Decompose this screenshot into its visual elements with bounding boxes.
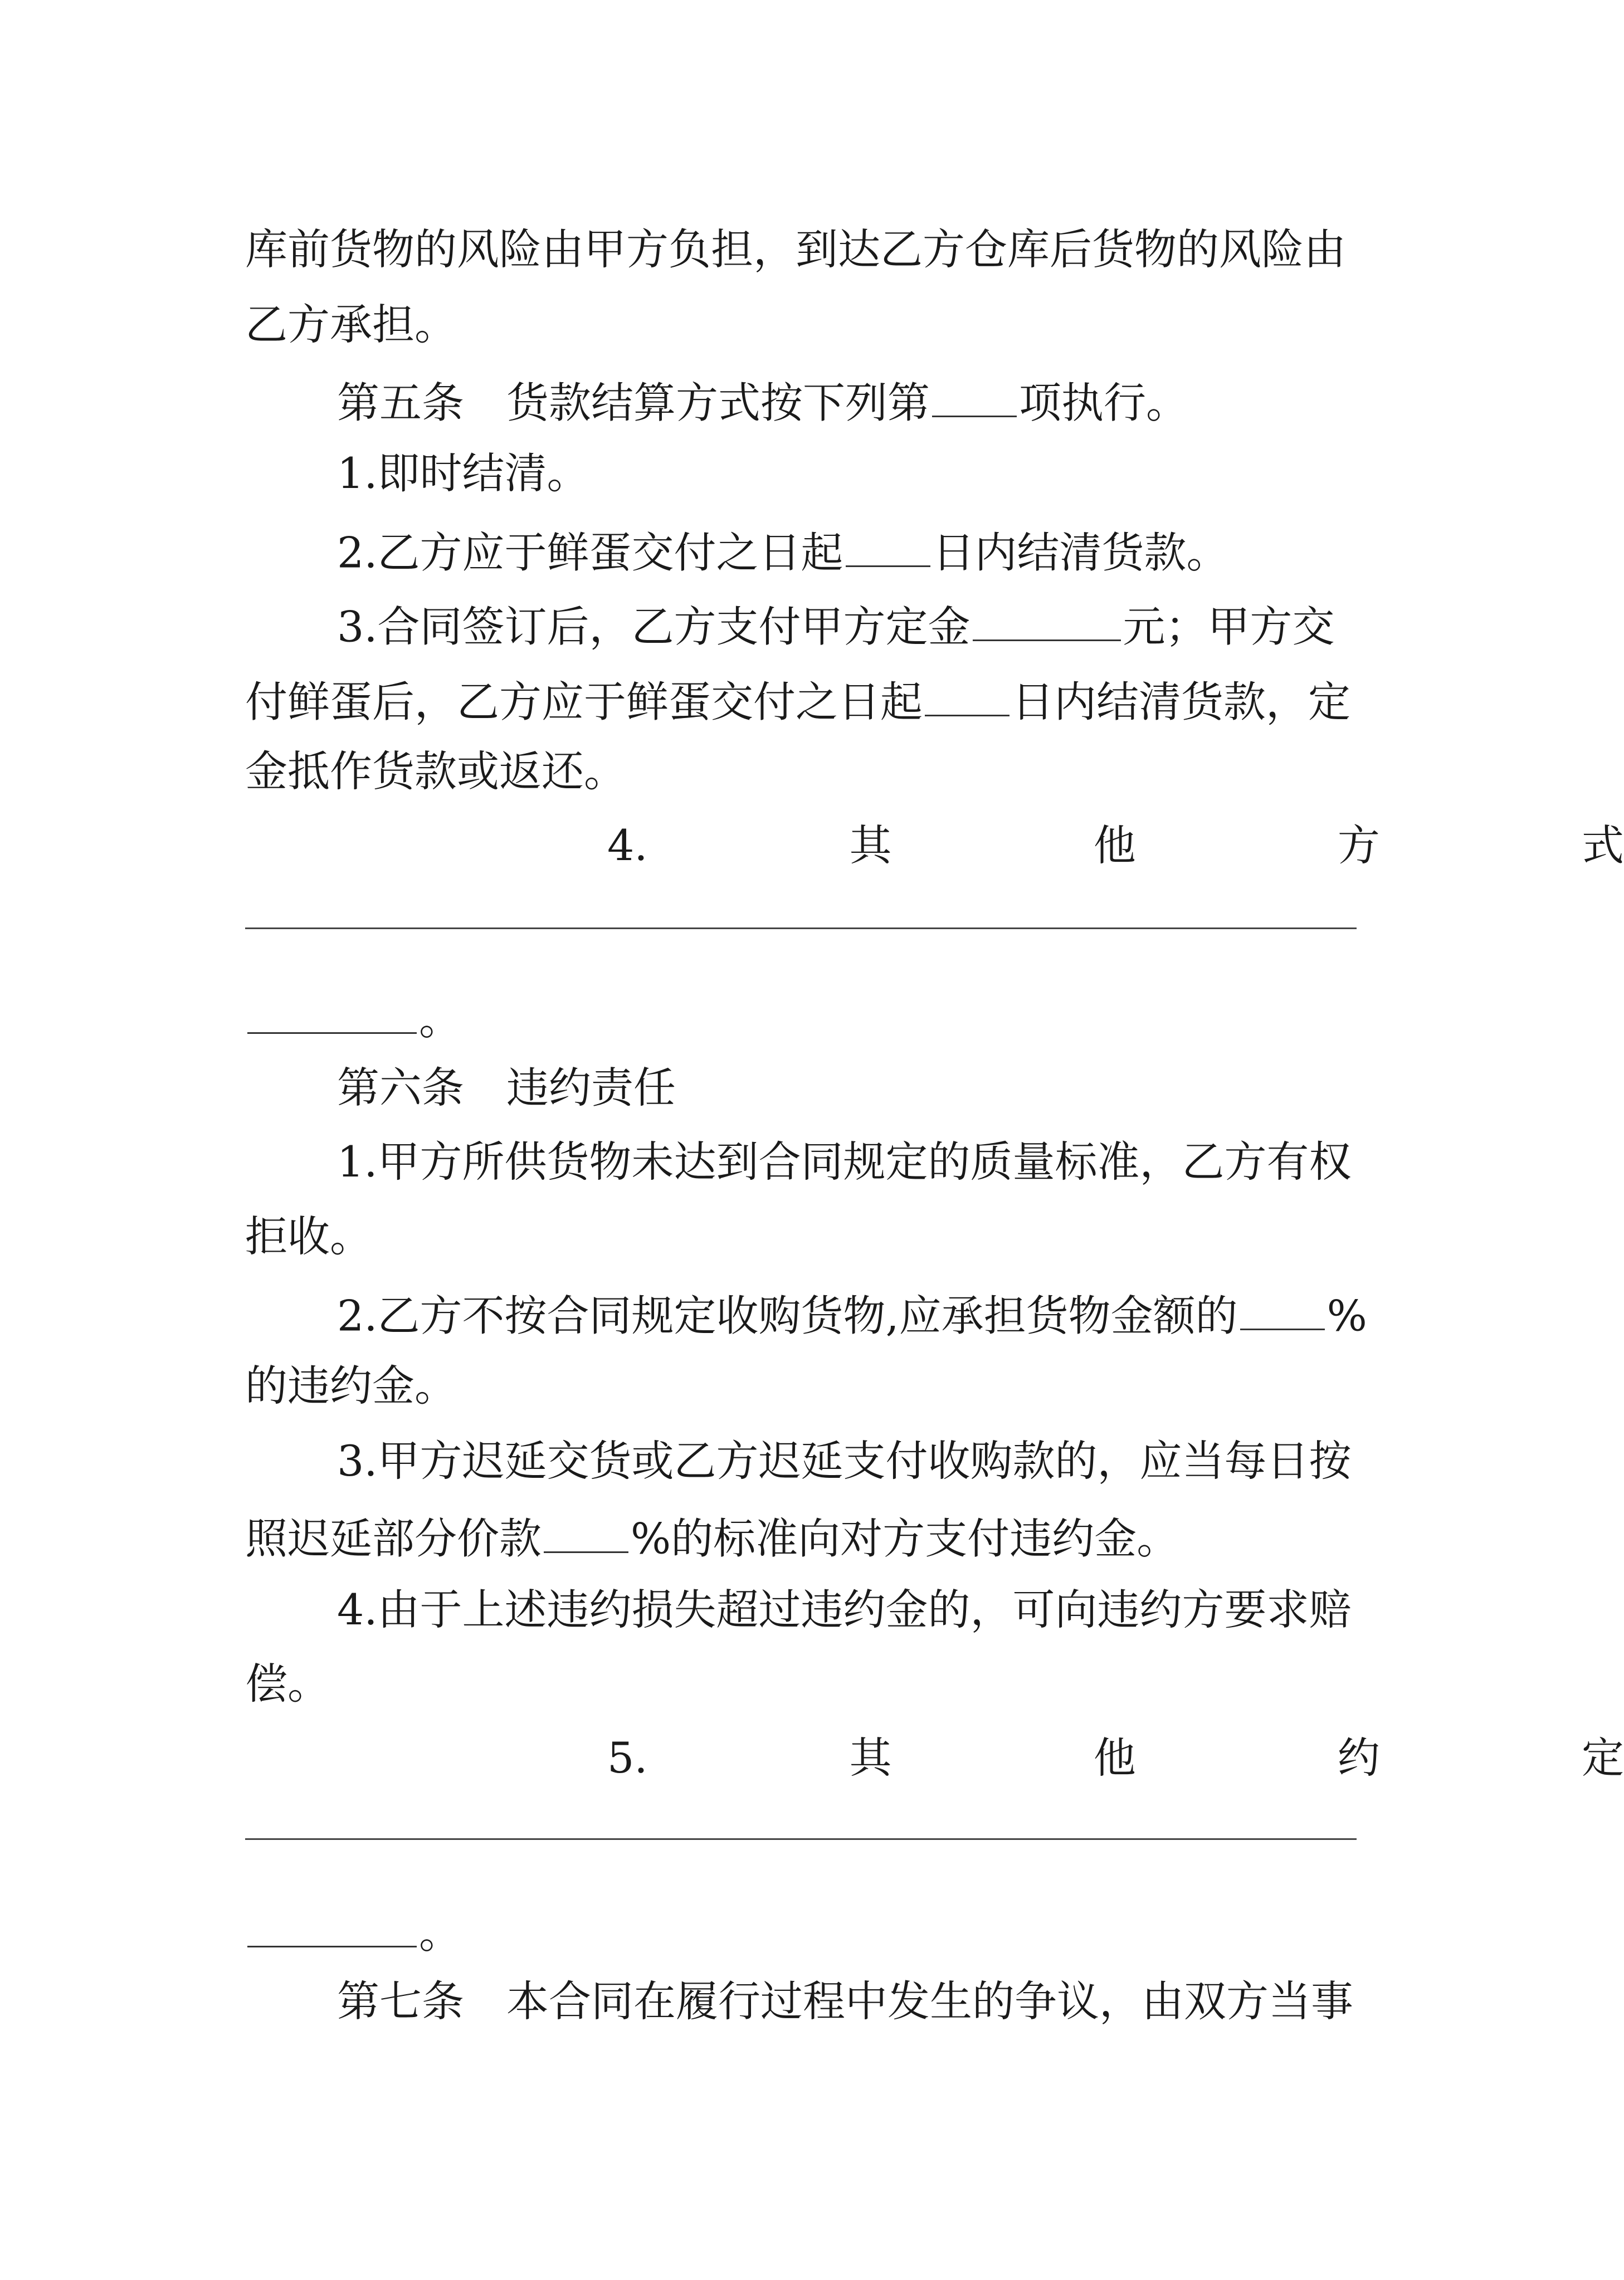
line-text: 付鲜蛋后，乙方应于鲜蛋交付之日起 — [245, 677, 923, 727]
justified-line — [607, 821, 1624, 870]
paragraph-line — [337, 1137, 1352, 1187]
paragraph-line — [245, 994, 461, 1044]
paragraph-line — [337, 1976, 1353, 2026]
justified-token: 他 — [1093, 1733, 1136, 1783]
fill-in-blank[interactable] — [846, 528, 930, 567]
line-text: 照迟延部分价款 — [245, 1514, 542, 1564]
justified-token: 式 — [1581, 821, 1624, 870]
line-text: 2.乙方不按合同规定收购货物,应承担货物金额的 — [337, 1291, 1238, 1341]
paragraph-line — [245, 1361, 457, 1410]
line-text: % — [1326, 1291, 1367, 1341]
justified-token: 4. — [607, 821, 648, 870]
fill-in-blank[interactable] — [544, 1514, 628, 1553]
line-text: 1.即时结清。 — [337, 448, 589, 498]
paragraph-line — [245, 1514, 1179, 1564]
line-text: 拒收。 — [245, 1212, 372, 1261]
justified-token: 5. — [607, 1733, 648, 1783]
line-text: 第五条 货款结算方式按下列第 — [337, 378, 930, 428]
line-text: 。 — [419, 994, 461, 1044]
line-text: 1.甲方所供货物未达到合同规定的质量标准，乙方有权 — [337, 1137, 1352, 1187]
paragraph-line — [245, 1212, 372, 1261]
paragraph-line — [337, 1585, 1352, 1634]
paragraph-line — [245, 1908, 461, 1958]
justified-line — [607, 1733, 1624, 1783]
line-text: 3.合同签订后，乙方支付甲方定金 — [337, 602, 971, 652]
line-text: 库前货物的风险由甲方负担，到达乙方仓库后货物的风险由 — [245, 224, 1346, 274]
line-text: %的标准向对方支付违约金。 — [631, 1514, 1179, 1564]
fill-in-rule — [245, 927, 1357, 929]
fill-in-blank[interactable] — [932, 378, 1017, 417]
line-text: 金抵作货款或返还。 — [245, 746, 626, 796]
paragraph-line — [337, 1291, 1367, 1341]
fill-in-blank[interactable] — [925, 677, 1009, 716]
paragraph-line — [245, 224, 1346, 274]
paragraph-line — [337, 378, 1188, 428]
paragraph-line — [337, 1063, 676, 1112]
paragraph-line — [245, 300, 457, 349]
justified-token: 他 — [1093, 821, 1136, 870]
fill-in-blank[interactable] — [973, 602, 1121, 641]
line-text: 乙方承担。 — [245, 300, 457, 349]
line-text: 日内结清货款，定 — [1012, 677, 1350, 727]
justified-token: 其 — [849, 821, 892, 870]
paragraph-line — [245, 1659, 330, 1708]
line-text: 。 — [419, 1908, 461, 1958]
fill-in-blank[interactable] — [247, 994, 417, 1034]
line-text: 第七条 本合同在履行过程中发生的争议，由双方当事 — [337, 1976, 1353, 2026]
line-text: 3.甲方迟延交货或乙方迟延支付收购款的，应当每日按 — [337, 1436, 1352, 1486]
line-text: 4.由于上述违约损失超过违约金的，可向违约方要求赔 — [337, 1585, 1352, 1634]
justified-token: 约 — [1337, 1733, 1380, 1783]
paragraph-line — [245, 677, 1350, 727]
paragraph-line — [337, 1436, 1352, 1486]
line-text: 元；甲方交 — [1123, 602, 1335, 652]
paragraph-line — [337, 448, 589, 498]
paragraph-line — [245, 746, 626, 796]
line-text: 第六条 违约责任 — [337, 1063, 676, 1112]
fill-in-rule — [245, 1838, 1357, 1840]
justified-token: 方 — [1337, 821, 1380, 870]
line-text: 偿。 — [245, 1659, 330, 1708]
line-text: 2.乙方应于鲜蛋交付之日起 — [337, 528, 843, 578]
justified-token: 定 — [1581, 1733, 1624, 1783]
fill-in-blank[interactable] — [247, 1908, 417, 1947]
justified-token: 其 — [849, 1733, 892, 1783]
line-text: 日内结清货款。 — [932, 528, 1229, 578]
line-text: 的违约金。 — [245, 1361, 457, 1410]
paragraph-line — [337, 528, 1229, 578]
line-text: 项执行。 — [1019, 378, 1188, 428]
paragraph-line — [337, 602, 1335, 652]
fill-in-blank[interactable] — [1240, 1291, 1325, 1330]
